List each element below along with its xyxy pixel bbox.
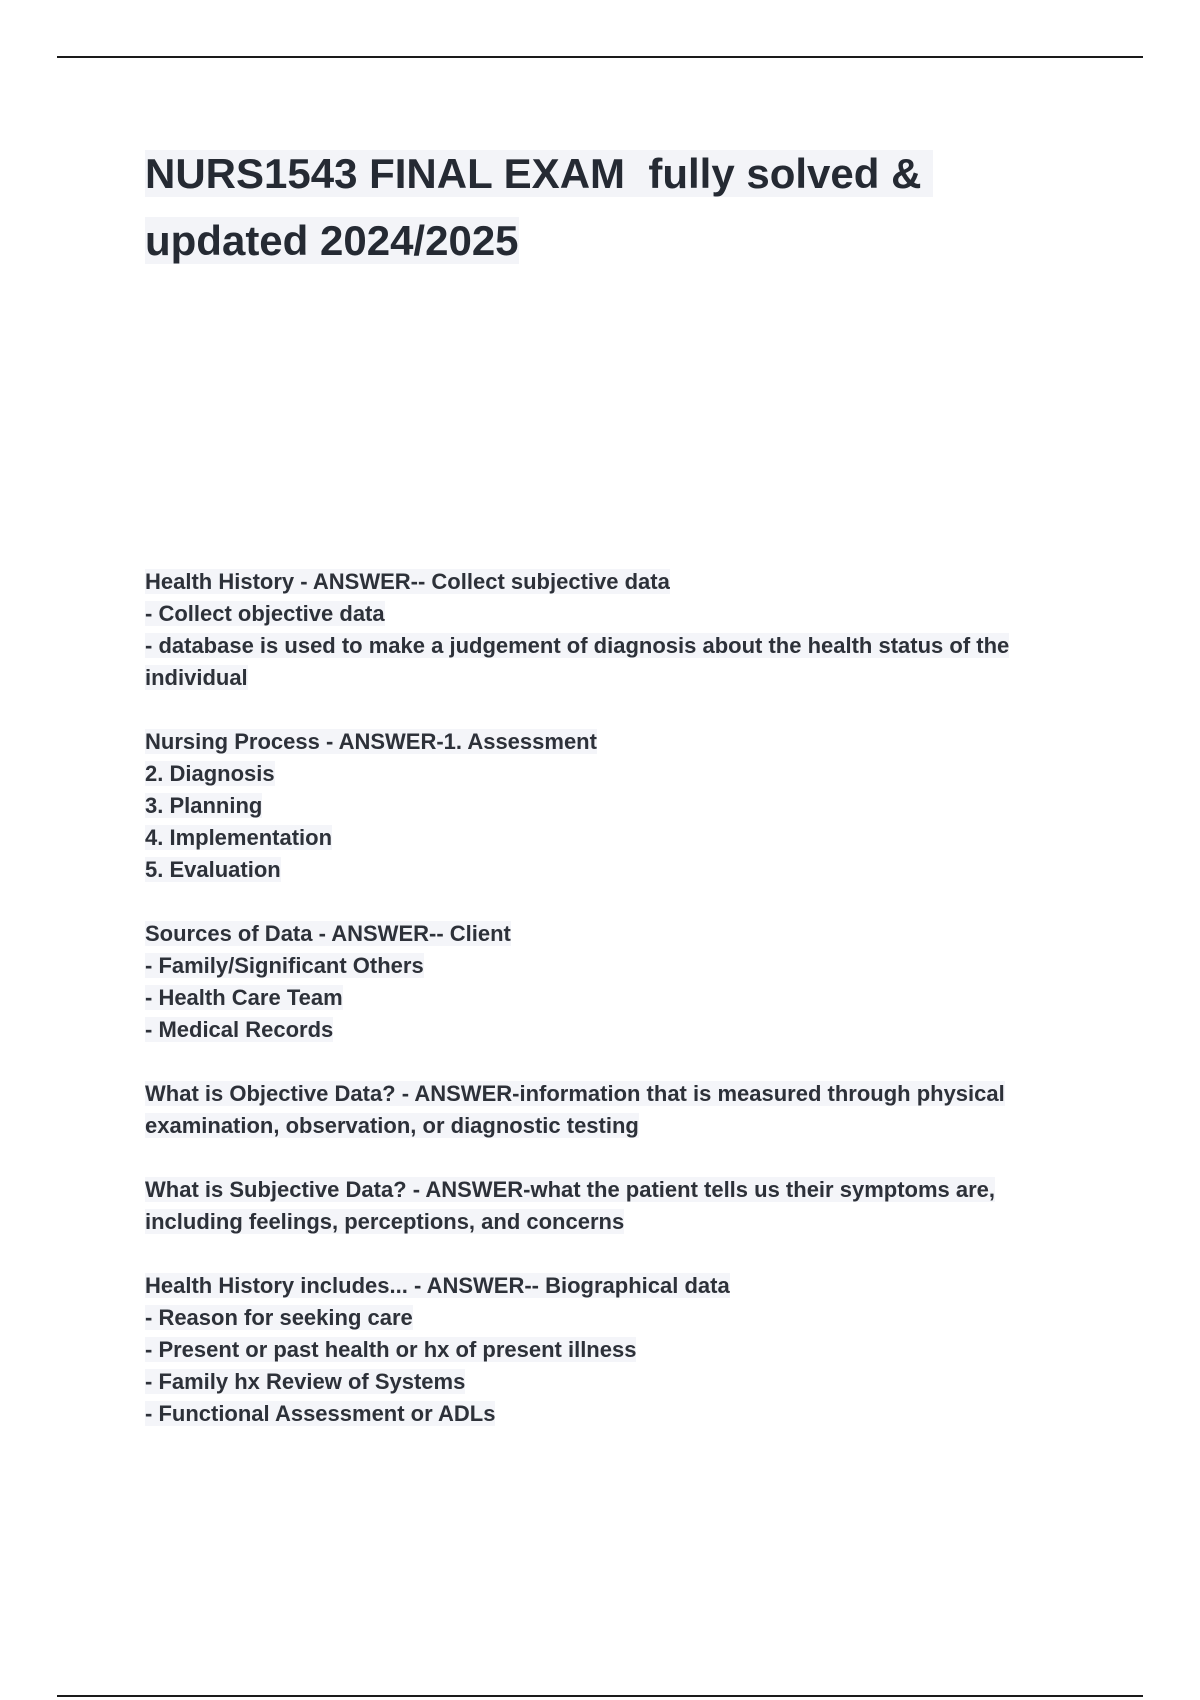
flashcard-health-history [145, 566, 1095, 694]
flashcard-sources-of-data [145, 918, 1095, 1046]
card-line: 5. Evaluation [145, 857, 281, 882]
card-line: - Family/Significant Others [145, 953, 424, 978]
card-line: - Family hx Review of Systems [145, 1369, 466, 1394]
document-title-text: NURS1543 FINAL EXAM fully solved & updated 2024/2025 [145, 150, 934, 264]
bottom-divider [57, 1695, 1143, 1697]
card-line: - Present or past health or hx of present illness [145, 1337, 637, 1362]
card-line: Nursing Process - ANSWER-1. Assessment [145, 729, 597, 754]
card-line: - Collect objective data [145, 601, 385, 626]
document-title [145, 140, 1045, 274]
card-line: 2. Diagnosis [145, 761, 275, 786]
card-line: Health History - ANSWER-- Collect subjective data [145, 569, 670, 594]
card-line: 3. Planning [145, 793, 263, 818]
flashcard-list [145, 566, 1095, 1462]
top-divider [57, 56, 1143, 58]
flashcard-health-history-includes [145, 1270, 1095, 1430]
card-line: - Reason for seeking care [145, 1305, 413, 1330]
card-line: What is Subjective Data? - ANSWER-what the patient tells us their symptoms are, including feelings, perceptions, and concerns [145, 1177, 996, 1234]
card-line: - Health Care Team [145, 985, 343, 1010]
card-line: - database is used to make a judgement of diagnosis about the health status of the individual [145, 633, 1010, 690]
card-line: - Medical Records [145, 1017, 334, 1042]
card-line: Health History includes... - ANSWER-- Biographical data [145, 1273, 730, 1298]
flashcard-objective-data [145, 1078, 1095, 1142]
card-line: 4. Implementation [145, 825, 333, 850]
card-line: What is Objective Data? - ANSWER-information that is measured through physical examination, observation, or diagnostic testing [145, 1081, 1005, 1138]
flashcard-nursing-process [145, 726, 1095, 886]
flashcard-subjective-data [145, 1174, 1095, 1238]
card-line: Sources of Data - ANSWER-- Client [145, 921, 511, 946]
card-line: - Functional Assessment or ADLs [145, 1401, 496, 1426]
